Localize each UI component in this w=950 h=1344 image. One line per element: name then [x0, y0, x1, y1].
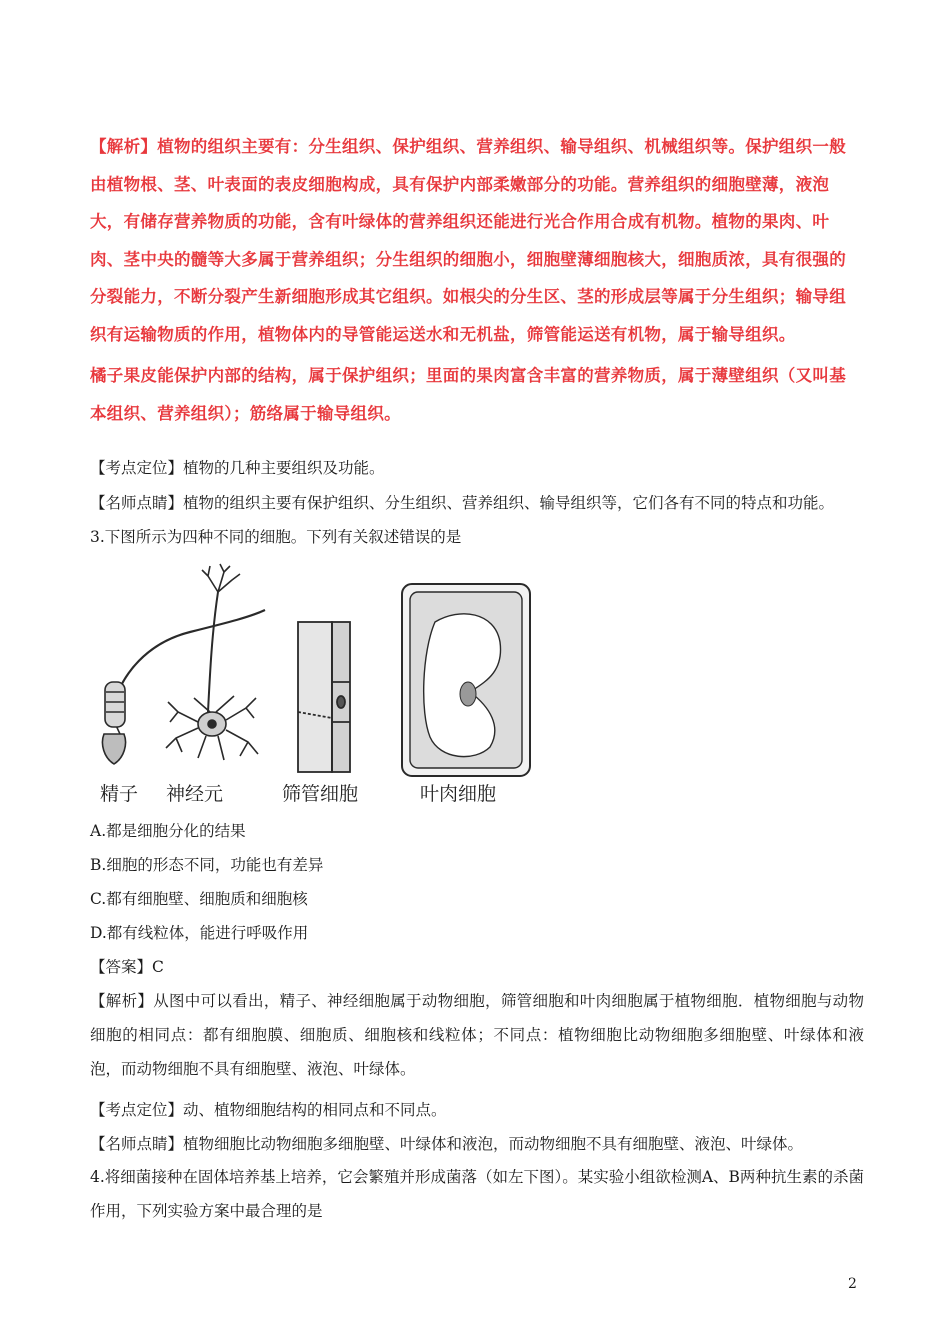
sperm-illustration	[102, 610, 265, 764]
figure-label-sperm: 精子	[100, 783, 139, 805]
q3-option-a: A.都是细胞分化的结果	[90, 822, 246, 840]
q3-teacher-tip: 【名师点睛】植物细胞比动物细胞多细胞壁、叶绿体和液泡，而动物细胞不具有细胞壁、液泡、叶绿体。	[90, 1135, 804, 1153]
mesophyll-cell-illustration	[402, 584, 530, 776]
q3-analysis: 【解析】从图中可以看出，精子、神经细胞属于动物细胞，筛管细胞和叶肉细胞属于植物细胞．植物细胞与动物细胞的相同点：都有细胞膜、细胞质、细胞核和线粒体；不同点：植物细胞比动物细胞多细胞壁、叶绿体和液泡，而动物细胞不具有细胞壁、液泡、叶绿体。	[90, 992, 864, 1078]
q3-answer: 【答案】C	[90, 958, 164, 976]
q3-exam-point: 【考点定位】动、植物细胞结构的相同点和不同点。	[90, 1101, 447, 1119]
sieve-tube-illustration	[298, 622, 350, 772]
figure-label-sieve-tube: 筛管细胞	[282, 783, 359, 805]
q3-option-c: C.都有细胞壁、细胞质和细胞核	[90, 890, 308, 908]
q2-exam-point: 【考点定位】植物的几种主要组织及功能。	[90, 459, 385, 477]
cells-figure	[90, 562, 535, 807]
q2-teacher-tip: 【名师点睛】植物的组织主要有保护组织、分生组织、营养组织、输导组织等，它们各有不同的特点和功能。	[90, 494, 835, 512]
q3-option-d: D.都有线粒体，能进行呼吸作用	[90, 924, 309, 942]
neuron-illustration	[166, 564, 258, 760]
page-number: 2	[848, 1276, 857, 1292]
analysis-paragraph-1: 【解析】植物的组织主要有：分生组织、保护组织、营养组织、输导组织、机械组织等。保护组织一般由植物根、茎、叶表面的表皮细胞构成，具有保护内部柔嫩部分的功能。营养组织的细胞壁薄，液泡大，有储存营养物质的功能，含有叶绿体的营养组织还能进行光合作用合成有机物。植物的果肉、叶肉、茎中央的髓等大多属于营养组织；分生组织的细胞小，细胞壁薄细胞核大，细胞质浓，具有很强的分裂能力，不断分裂产生新细胞形成其它组织。如根尖的分生区、茎的形成层等属于分生组织；输导组织有运输物质的作用，植物体内的导管能运送水和无机盐，筛管能运送有机物，属于输导组织。	[90, 137, 846, 344]
figure-label-mesophyll: 叶肉细胞	[420, 783, 497, 805]
analysis-paragraph-2: 橘子果皮能保护内部的结构，属于保护组织；里面的果肉富含丰富的营养物质，属于薄壁组织（又叫基本组织、营养组织）；筋络属于输导组织。	[90, 366, 846, 423]
q3-stem: 3.下图所示为四种不同的细胞。下列有关叙述错误的是	[90, 528, 462, 546]
figure-label-neuron: 神经元	[166, 783, 224, 805]
q4-stem: 4.将细菌接种在固体培养基上培养，它会繁殖并形成菌落（如左下图）。某实验小组欲检测A、B两种抗生素的杀菌作用，下列实验方案中最合理的是	[90, 1168, 864, 1220]
q3-option-b: B.细胞的形态不同，功能也有差异	[90, 856, 324, 874]
